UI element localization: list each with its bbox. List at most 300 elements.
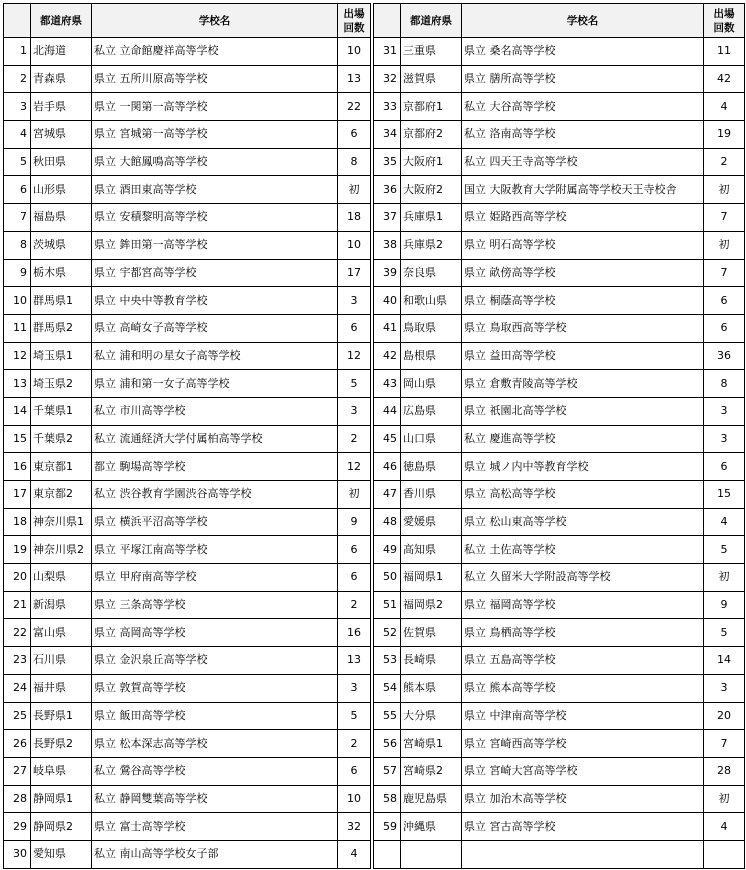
row-number: 39 [374, 259, 401, 287]
row-school-name: 県立 畝傍高等学校 [462, 259, 704, 287]
table-row [4, 259, 371, 287]
table-header-row [374, 4, 745, 38]
row-appearance-count: 3 [704, 425, 745, 453]
table-row [374, 619, 745, 647]
row-school-name: 県立 五所川原高等学校 [92, 65, 338, 93]
row-prefecture: 群馬県2 [31, 314, 92, 342]
row-appearance-count: 5 [704, 619, 745, 647]
row-appearance-count: 5 [338, 702, 371, 730]
row-prefecture: 高知県 [401, 536, 462, 564]
table-header-row [4, 4, 371, 38]
row-school-name: 県立 加治木高等学校 [462, 785, 704, 813]
row-number: 21 [4, 591, 31, 619]
row-prefecture: 北海道 [31, 38, 92, 66]
row-prefecture: 兵庫県2 [401, 231, 462, 259]
row-school-name: 県立 高松高等学校 [462, 481, 704, 509]
row-prefecture: 長崎県 [401, 647, 462, 675]
row-appearance-count: 初 [338, 481, 371, 509]
table-row [374, 730, 745, 758]
row-school-name: 私立 四天王寺高等学校 [462, 148, 704, 176]
row-number: 17 [4, 481, 31, 509]
row-appearance-count: 3 [704, 397, 745, 425]
table-row [4, 204, 371, 232]
row-school-name: 県立 金沢泉丘高等学校 [92, 647, 338, 675]
row-prefecture: 東京都1 [31, 453, 92, 481]
row-number: 7 [4, 204, 31, 232]
row-appearance-count: 7 [704, 204, 745, 232]
row-number: 27 [4, 757, 31, 785]
row-appearance-count: 13 [338, 647, 371, 675]
row-school-name: 県立 倉敷青陵高等学校 [462, 370, 704, 398]
row-school-name: 私立 久留米大学附設高等学校 [462, 564, 704, 592]
row-prefecture: 石川県 [31, 647, 92, 675]
table-row [374, 259, 745, 287]
row-number [374, 840, 401, 868]
table-row [4, 647, 371, 675]
row-number: 3 [4, 93, 31, 121]
row-school-name: 県立 甲府南高等学校 [92, 564, 338, 592]
row-prefecture: 秋田県 [31, 148, 92, 176]
row-number: 43 [374, 370, 401, 398]
row-school-name: 私立 大谷高等学校 [462, 93, 704, 121]
row-school-name: 私立 洛南高等学校 [462, 121, 704, 149]
row-number: 24 [4, 674, 31, 702]
row-prefecture: 福井県 [31, 674, 92, 702]
row-school-name: 県立 城ノ内中等教育学校 [462, 453, 704, 481]
table-row [4, 314, 371, 342]
row-prefecture: 青森県 [31, 65, 92, 93]
table-row [374, 38, 745, 66]
row-number: 51 [374, 591, 401, 619]
row-prefecture: 鹿児島県 [401, 785, 462, 813]
row-number: 38 [374, 231, 401, 259]
table-row [4, 397, 371, 425]
table-row [4, 536, 371, 564]
row-school-name: 県立 高崎女子高等学校 [92, 314, 338, 342]
row-number: 1 [4, 38, 31, 66]
row-school-name: 県立 高岡高等学校 [92, 619, 338, 647]
row-school-name: 私立 流通経済大学付属柏高等学校 [92, 425, 338, 453]
table-row [374, 840, 745, 868]
table-row [374, 231, 745, 259]
row-prefecture: 大阪府2 [401, 176, 462, 204]
row-number: 2 [4, 65, 31, 93]
table-row [374, 370, 745, 398]
row-appearance-count: 9 [704, 591, 745, 619]
row-appearance-count: 9 [338, 508, 371, 536]
row-prefecture [401, 840, 462, 868]
row-appearance-count: 6 [338, 536, 371, 564]
row-appearance-count [704, 840, 745, 868]
table-row [4, 93, 371, 121]
table-row [374, 757, 745, 785]
header-count-line1: 出場 [713, 7, 735, 20]
row-prefecture: 東京都2 [31, 481, 92, 509]
row-school-name: 県立 酒田東高等学校 [92, 176, 338, 204]
row-school-name: 県立 宮崎大宮高等学校 [462, 757, 704, 785]
table-row [374, 65, 745, 93]
table-row [4, 481, 371, 509]
row-school-name: 県立 鳥取西高等学校 [462, 314, 704, 342]
row-school-name: 県立 膳所高等学校 [462, 65, 704, 93]
row-number: 16 [4, 453, 31, 481]
table-row [374, 785, 745, 813]
row-school-name: 私立 土佐高等学校 [462, 536, 704, 564]
row-appearance-count: 2 [338, 730, 371, 758]
header-count-line1: 出場 [343, 7, 365, 20]
table-row [374, 397, 745, 425]
row-prefecture: 静岡県1 [31, 785, 92, 813]
row-prefecture: 神奈川県1 [31, 508, 92, 536]
row-prefecture: 茨城県 [31, 231, 92, 259]
table-row [4, 38, 371, 66]
row-prefecture: 新潟県 [31, 591, 92, 619]
row-number: 44 [374, 397, 401, 425]
row-appearance-count: 12 [338, 453, 371, 481]
row-school-name: 県立 一関第一高等学校 [92, 93, 338, 121]
row-school-name: 県立 益田高等学校 [462, 342, 704, 370]
row-number: 12 [4, 342, 31, 370]
row-school-name: 県立 松本深志高等学校 [92, 730, 338, 758]
row-number: 28 [4, 785, 31, 813]
row-prefecture: 島根県 [401, 342, 462, 370]
row-number: 36 [374, 176, 401, 204]
row-school-name: 県立 宇都宮高等学校 [92, 259, 338, 287]
row-appearance-count: 3 [704, 674, 745, 702]
table-row [374, 314, 745, 342]
row-school-name: 県立 宮崎西高等学校 [462, 730, 704, 758]
table-row [374, 287, 745, 315]
row-appearance-count: 5 [704, 536, 745, 564]
table-body-left [4, 38, 371, 869]
table-row [4, 702, 371, 730]
row-school-name: 県立 桐蔭高等学校 [462, 287, 704, 315]
row-number: 25 [4, 702, 31, 730]
row-appearance-count: 8 [704, 370, 745, 398]
row-number: 58 [374, 785, 401, 813]
row-prefecture: 滋賀県 [401, 65, 462, 93]
row-school-name: 私立 市川高等学校 [92, 397, 338, 425]
table-row [374, 204, 745, 232]
row-number: 40 [374, 287, 401, 315]
row-prefecture: 鳥取県 [401, 314, 462, 342]
row-school-name: 県立 平塚江南高等学校 [92, 536, 338, 564]
row-appearance-count: 2 [704, 148, 745, 176]
row-number: 41 [374, 314, 401, 342]
row-school-name: 私立 慶進高等学校 [462, 425, 704, 453]
row-number: 37 [374, 204, 401, 232]
table-body-right [374, 38, 745, 869]
row-appearance-count: 初 [704, 564, 745, 592]
row-appearance-count: 32 [338, 813, 371, 841]
row-prefecture: 埼玉県1 [31, 342, 92, 370]
table-row [4, 148, 371, 176]
row-appearance-count: 4 [704, 93, 745, 121]
header-school-name: 学校名 [92, 4, 338, 38]
row-prefecture: 宮崎県1 [401, 730, 462, 758]
row-number: 4 [4, 121, 31, 149]
table-row [4, 730, 371, 758]
row-school-name: 県立 三条高等学校 [92, 591, 338, 619]
row-appearance-count: 20 [704, 702, 745, 730]
header-number [374, 4, 401, 38]
row-number: 31 [374, 38, 401, 66]
row-prefecture: 大阪府1 [401, 148, 462, 176]
row-school-name: 県立 桑名高等学校 [462, 38, 704, 66]
table-row [4, 176, 371, 204]
row-appearance-count: 初 [704, 176, 745, 204]
row-number: 55 [374, 702, 401, 730]
row-prefecture: 岐阜県 [31, 757, 92, 785]
row-prefecture: 愛媛県 [401, 508, 462, 536]
row-prefecture: 福岡県1 [401, 564, 462, 592]
row-number: 13 [4, 370, 31, 398]
row-number: 30 [4, 840, 31, 868]
row-school-name: 県立 横浜平沼高等学校 [92, 508, 338, 536]
row-school-name [462, 840, 704, 868]
row-prefecture: 徳島県 [401, 453, 462, 481]
row-prefecture: 千葉県1 [31, 397, 92, 425]
table-row [4, 619, 371, 647]
row-appearance-count: 6 [704, 314, 745, 342]
row-appearance-count: 10 [338, 785, 371, 813]
row-appearance-count: 6 [704, 453, 745, 481]
table-row [374, 674, 745, 702]
table-row [4, 425, 371, 453]
row-prefecture: 宮崎県2 [401, 757, 462, 785]
table-row [4, 231, 371, 259]
row-prefecture: 香川県 [401, 481, 462, 509]
row-school-name: 県立 安積黎明高等学校 [92, 204, 338, 232]
header-appearance-count [338, 4, 371, 38]
table-row [4, 757, 371, 785]
row-prefecture: 宮城県 [31, 121, 92, 149]
row-appearance-count: 15 [704, 481, 745, 509]
row-prefecture: 長野県2 [31, 730, 92, 758]
row-prefecture: 佐賀県 [401, 619, 462, 647]
row-prefecture: 千葉県2 [31, 425, 92, 453]
header-count-line2: 回数 [343, 21, 365, 34]
row-number: 15 [4, 425, 31, 453]
row-number: 32 [374, 65, 401, 93]
table-row [374, 591, 745, 619]
row-prefecture: 富山県 [31, 619, 92, 647]
row-school-name: 県立 鳥栖高等学校 [462, 619, 704, 647]
row-appearance-count: 13 [338, 65, 371, 93]
table-row [374, 564, 745, 592]
table-row [374, 481, 745, 509]
row-prefecture: 兵庫県1 [401, 204, 462, 232]
row-school-name: 県立 飯田高等学校 [92, 702, 338, 730]
row-number: 18 [4, 508, 31, 536]
row-number: 47 [374, 481, 401, 509]
row-number: 48 [374, 508, 401, 536]
table-row [4, 121, 371, 149]
row-school-name: 県立 大館鳳鳴高等学校 [92, 148, 338, 176]
row-appearance-count: 36 [704, 342, 745, 370]
table-row [4, 370, 371, 398]
row-number: 45 [374, 425, 401, 453]
row-prefecture: 大分県 [401, 702, 462, 730]
row-appearance-count: 28 [704, 757, 745, 785]
table-row [374, 93, 745, 121]
row-prefecture: 長野県1 [31, 702, 92, 730]
row-appearance-count: 11 [704, 38, 745, 66]
table-row [374, 176, 745, 204]
row-school-name: 県立 中央中等教育学校 [92, 287, 338, 315]
row-number: 33 [374, 93, 401, 121]
row-school-name: 県立 明石高等学校 [462, 231, 704, 259]
row-prefecture: 岩手県 [31, 93, 92, 121]
row-appearance-count: 4 [704, 508, 745, 536]
row-number: 9 [4, 259, 31, 287]
row-number: 23 [4, 647, 31, 675]
row-prefecture: 静岡県2 [31, 813, 92, 841]
row-school-name: 国立 大阪教育大学附属高等学校天王寺校舎 [462, 176, 704, 204]
row-number: 52 [374, 619, 401, 647]
row-prefecture: 京都府2 [401, 121, 462, 149]
school-table-right [373, 3, 745, 869]
row-appearance-count: 10 [338, 231, 371, 259]
table-row [374, 425, 745, 453]
row-prefecture: 沖縄県 [401, 813, 462, 841]
table-row [374, 647, 745, 675]
table-row [4, 591, 371, 619]
table-row [4, 840, 371, 868]
row-number: 19 [4, 536, 31, 564]
table-row [4, 508, 371, 536]
row-prefecture: 山梨県 [31, 564, 92, 592]
row-appearance-count: 3 [338, 287, 371, 315]
row-number: 29 [4, 813, 31, 841]
row-appearance-count: 14 [704, 647, 745, 675]
header-number [4, 4, 31, 38]
row-appearance-count: 5 [338, 370, 371, 398]
row-prefecture: 熊本県 [401, 674, 462, 702]
row-prefecture: 山口県 [401, 425, 462, 453]
header-appearance-count [704, 4, 745, 38]
row-appearance-count: 2 [338, 425, 371, 453]
row-appearance-count: 22 [338, 93, 371, 121]
table-row [4, 342, 371, 370]
table-row [4, 785, 371, 813]
row-prefecture: 山形県 [31, 176, 92, 204]
row-appearance-count: 16 [338, 619, 371, 647]
row-number: 22 [4, 619, 31, 647]
row-prefecture: 福岡県2 [401, 591, 462, 619]
row-number: 26 [4, 730, 31, 758]
row-appearance-count: 4 [704, 813, 745, 841]
table-row [374, 121, 745, 149]
row-appearance-count: 6 [704, 287, 745, 315]
header-prefecture: 都道府県 [31, 4, 92, 38]
table-row [4, 813, 371, 841]
row-appearance-count: 6 [338, 121, 371, 149]
row-appearance-count: 42 [704, 65, 745, 93]
row-school-name: 私立 浦和明の星女子高等学校 [92, 342, 338, 370]
row-school-name: 県立 鉾田第一高等学校 [92, 231, 338, 259]
row-appearance-count: 19 [704, 121, 745, 149]
table-row [374, 342, 745, 370]
row-school-name: 県立 五島高等学校 [462, 647, 704, 675]
row-appearance-count: 3 [338, 397, 371, 425]
table-row [374, 453, 745, 481]
row-school-name: 私立 静岡雙葉高等学校 [92, 785, 338, 813]
header-prefecture: 都道府県 [401, 4, 462, 38]
header-count-line2: 回数 [713, 21, 735, 34]
table-row [374, 148, 745, 176]
table-row [374, 702, 745, 730]
row-prefecture: 京都府1 [401, 93, 462, 121]
row-appearance-count: 初 [338, 176, 371, 204]
row-number: 35 [374, 148, 401, 176]
row-school-name: 県立 祇園北高等学校 [462, 397, 704, 425]
row-prefecture: 奈良県 [401, 259, 462, 287]
row-prefecture: 三重県 [401, 38, 462, 66]
row-prefecture: 愛知県 [31, 840, 92, 868]
table-row [374, 813, 745, 841]
row-school-name: 県立 松山東高等学校 [462, 508, 704, 536]
row-number: 59 [374, 813, 401, 841]
row-appearance-count: 4 [338, 840, 371, 868]
row-school-name: 県立 富士高等学校 [92, 813, 338, 841]
row-prefecture: 群馬県1 [31, 287, 92, 315]
table-row [4, 453, 371, 481]
row-appearance-count: 3 [338, 674, 371, 702]
row-appearance-count: 12 [338, 342, 371, 370]
row-appearance-count: 7 [704, 259, 745, 287]
row-number: 14 [4, 397, 31, 425]
row-appearance-count: 7 [704, 730, 745, 758]
row-number: 42 [374, 342, 401, 370]
row-number: 50 [374, 564, 401, 592]
table-row [374, 536, 745, 564]
row-number: 34 [374, 121, 401, 149]
table-row [4, 674, 371, 702]
row-number: 6 [4, 176, 31, 204]
table-row [4, 564, 371, 592]
row-number: 10 [4, 287, 31, 315]
row-number: 8 [4, 231, 31, 259]
row-appearance-count: 初 [704, 231, 745, 259]
table-row [4, 287, 371, 315]
row-number: 53 [374, 647, 401, 675]
row-school-name: 私立 南山高等学校女子部 [92, 840, 338, 868]
row-school-name: 県立 宮城第一高等学校 [92, 121, 338, 149]
row-school-name: 私立 鶯谷高等学校 [92, 757, 338, 785]
row-appearance-count: 6 [338, 757, 371, 785]
row-school-name: 県立 姫路西高等学校 [462, 204, 704, 232]
row-number: 54 [374, 674, 401, 702]
row-appearance-count: 8 [338, 148, 371, 176]
row-number: 20 [4, 564, 31, 592]
row-number: 5 [4, 148, 31, 176]
row-appearance-count: 6 [338, 314, 371, 342]
row-school-name: 県立 福岡高等学校 [462, 591, 704, 619]
school-list-page [3, 3, 744, 869]
row-appearance-count: 10 [338, 38, 371, 66]
row-appearance-count: 17 [338, 259, 371, 287]
row-appearance-count: 6 [338, 564, 371, 592]
row-school-name: 私立 立命館慶祥高等学校 [92, 38, 338, 66]
row-school-name: 私立 渋谷教育学園渋谷高等学校 [92, 481, 338, 509]
row-prefecture: 福島県 [31, 204, 92, 232]
row-number: 56 [374, 730, 401, 758]
row-prefecture: 和歌山県 [401, 287, 462, 315]
row-appearance-count: 18 [338, 204, 371, 232]
row-number: 11 [4, 314, 31, 342]
header-school-name: 学校名 [462, 4, 704, 38]
